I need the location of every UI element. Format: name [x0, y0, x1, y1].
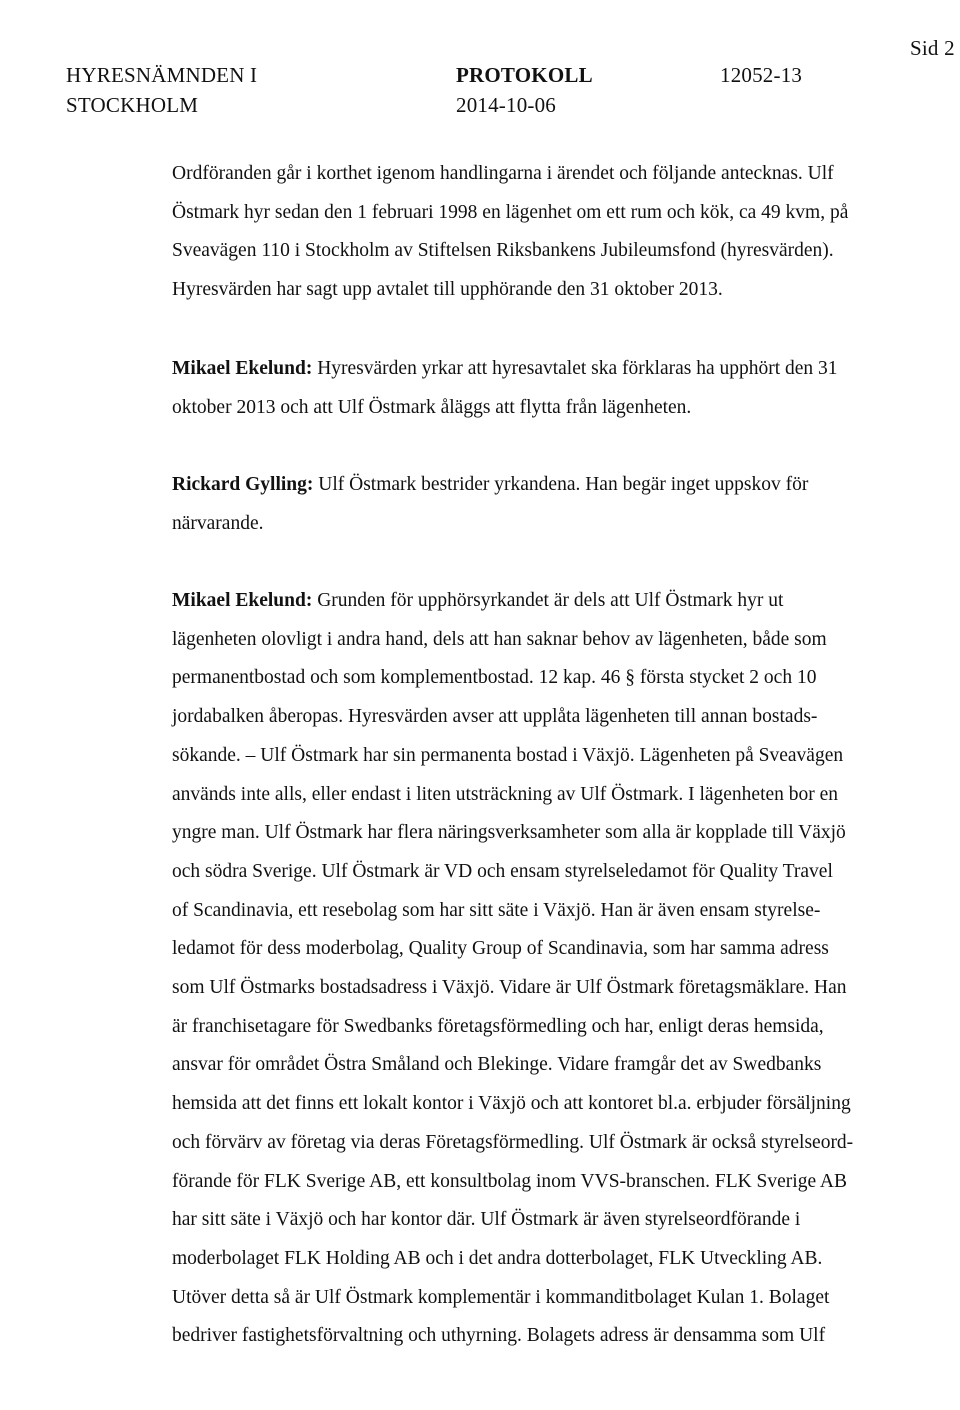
line-text: Hyresvärden yrkar att hyresavtalet ska förklaras ha upphört den 31 — [312, 358, 838, 379]
text-line: närvarande. — [172, 512, 264, 534]
text-line: som Ulf Östmarks bostadsadress i Växjö. Vidare är Ulf Östmark företagsmäklare. Han — [172, 977, 847, 999]
text-line — [172, 466, 916, 505]
text-line: förande för FLK Sverige AB, ett konsultbolag inom VVS-branschen. FLK Sverige AB — [172, 1170, 848, 1192]
text-line: hemsida att det finns ett lokalt kontor i Växjö och att kontoret bl.a. erbjuder försäljning — [172, 1093, 851, 1115]
text-line: Utöver detta så är Ulf Östmark komplementär i kommanditbolaget Kulan 1. Bolaget — [172, 1286, 830, 1308]
paragraph-grounds — [172, 582, 916, 1356]
page-number: Sid 2 — [910, 36, 955, 60]
text-line: Ordföranden går i korthet igenom handlingarna i ärendet och följande antecknas. Ulf — [172, 163, 834, 184]
text-line: Hyresvärden har sagt upp avtalet till upphörande den 31 oktober 2013. — [172, 279, 723, 301]
paragraph-dispute — [172, 466, 916, 543]
text-line: och förvärv av företag via deras Företagsförmedling. Ulf Östmark är också styrelseord- — [172, 1131, 854, 1153]
text-line: ansvar för området Östra Småland och Blekinge. Vidare framgår det av Swedbanks — [172, 1054, 822, 1076]
paragraph-claim — [172, 350, 916, 427]
text-line: används inte alls, eller endast i liten utsträckning av Ulf Östmark. I lägenheten bor en — [172, 783, 839, 805]
text-line: ledamot för dess moderbolag, Quality Group of Scandinavia, som har samma adress — [172, 938, 829, 960]
text-line: bedriver fastighetsförvaltning och uthyrning. Bolagets adress är densamma som Ulf — [172, 1325, 826, 1347]
paragraph-intro — [172, 155, 916, 310]
text-line: of Scandinavia, ett resebolag som har sitt säte i Växjö. Han är även ensam styrelse- — [172, 899, 821, 921]
text-line — [172, 350, 916, 389]
text-line: moderbolaget FLK Holding AB och i det andra dotterbolaget, FLK Utveckling AB. — [172, 1247, 823, 1269]
speaker-name: Mikael Ekelund: — [172, 358, 313, 379]
speaker-name: Rickard Gylling: — [172, 474, 314, 495]
text-line: yngre man. Ulf Östmark har flera näringsverksamheter som alla är kopplade till Växjö — [172, 822, 846, 844]
text-line: jordabalken åberopas. Hyresvärden avser att upplåta lägenheten till annan bostads- — [172, 706, 818, 728]
document-type: PROTOKOLL — [456, 63, 593, 87]
text-line: sökande. – Ulf Östmark har sin permanenta bostad i Växjö. Lägenheten på Sveavägen — [172, 744, 844, 766]
court-name-line2: STOCKHOLM — [66, 93, 199, 117]
text-line: har sitt säte i Växjö och har kontor där. Ulf Östmark är även styrelseordförande i — [172, 1209, 801, 1231]
text-line: och södra Sverige. Ulf Östmark är VD och ensam styrelseledamot för Quality Travel — [172, 860, 833, 882]
text-line: oktober 2013 och att Ulf Östmark åläggs att flytta från lägenheten. — [172, 396, 692, 418]
text-line: lägenheten olovligt i andra hand, dels att han saknar behov av lägenheten, både som — [172, 628, 827, 650]
court-name-line1: HYRESNÄMNDEN I — [66, 63, 258, 87]
document-date: 2014-10-06 — [456, 93, 556, 117]
document-heading — [456, 60, 593, 120]
court-name — [66, 60, 257, 120]
speaker-name: Mikael Ekelund: — [172, 590, 313, 611]
text-line: permanentbostad och som komplementbostad. 12 kap. 46 § första stycket 2 och 10 — [172, 667, 817, 689]
line-text: Ulf Östmark bestrider yrkandena. Han begär inget uppskov för — [313, 474, 809, 495]
text-line: är franchisetagare för Swedbanks företagsförmedling och har, enligt deras hemsida, — [172, 1015, 824, 1037]
case-number: 12052-13 — [720, 63, 803, 87]
text-line — [172, 582, 916, 621]
line-text: Grunden för upphörsyrkandet är dels att Ulf Östmark hyr ut — [312, 590, 784, 611]
text-line: Sveavägen 110 i Stockholm av Stiftelsen Riksbankens Jubileumsfond (hyresvärden). — [172, 240, 834, 262]
text-line: Östmark hyr sedan den 1 februari 1998 en lägenhet om ett rum och kök, ca 49 kvm, på — [172, 201, 849, 223]
